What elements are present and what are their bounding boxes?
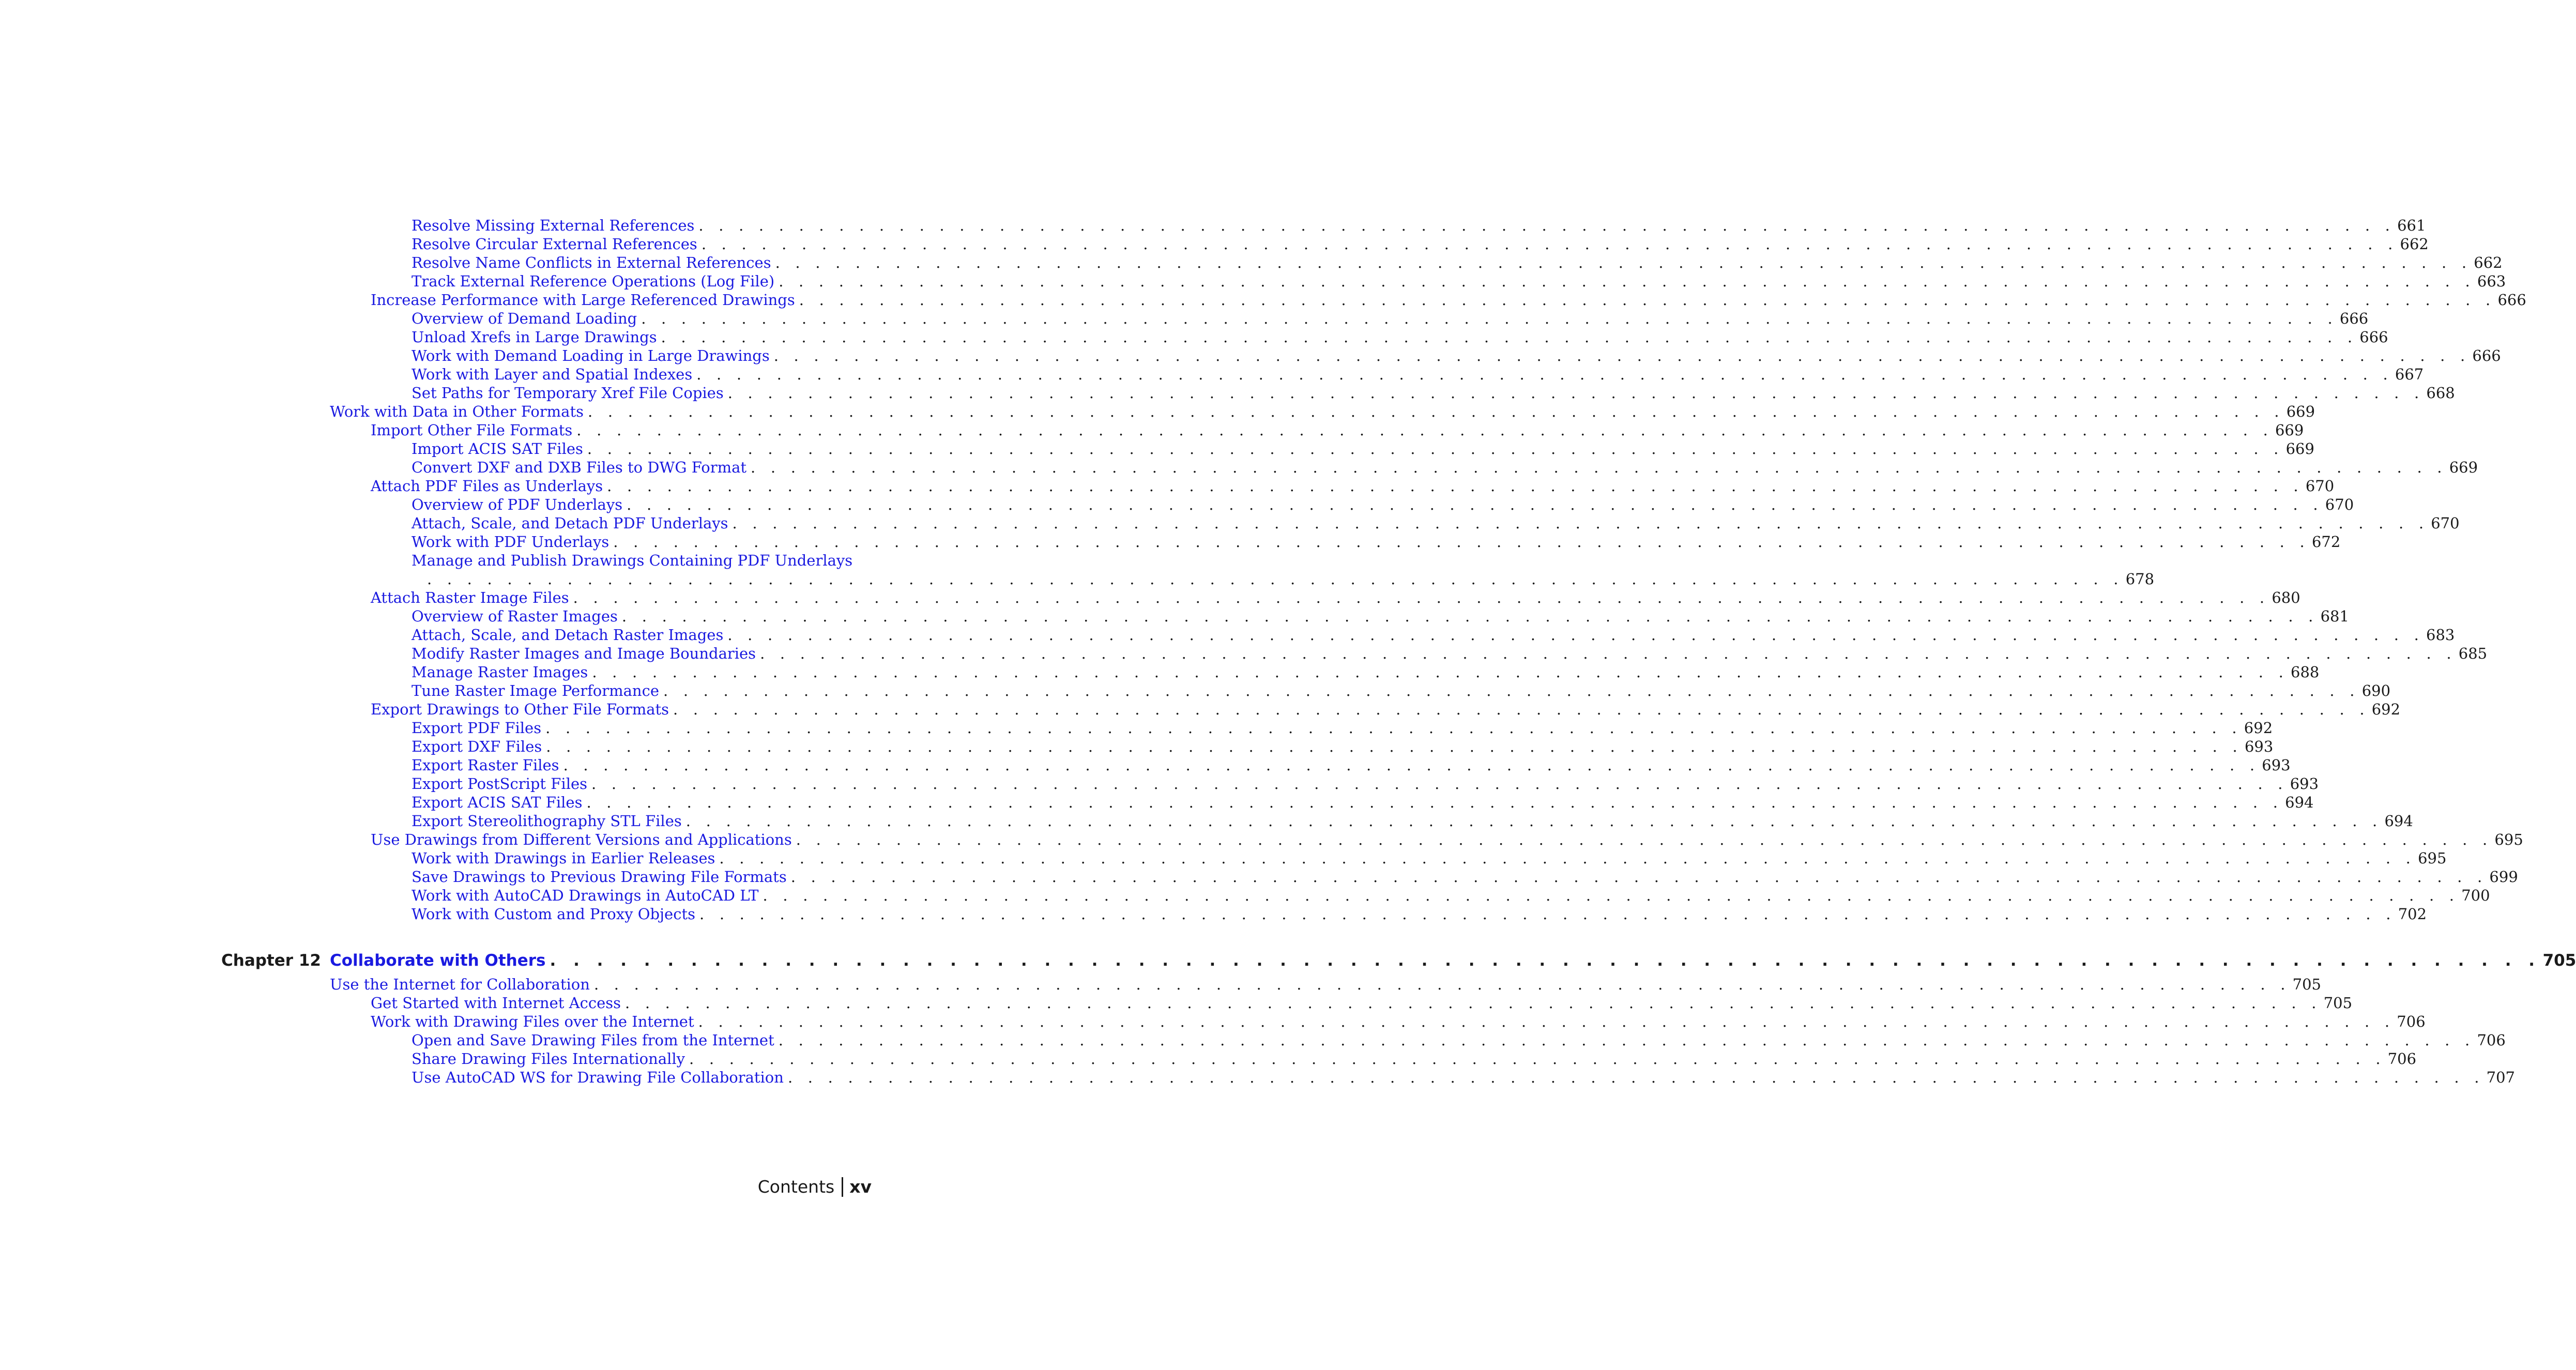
toc-entry[interactable] [411,774,2319,793]
toc-entry[interactable] [411,346,2501,365]
toc-page-number: 707 [2486,1069,2515,1086]
toc-page-number: 669 [2449,459,2478,476]
toc-page-number: 694 [2384,812,2413,830]
dot-leader: . . . . . . . . . . . . . . . . . . . . . . . . . . . . . . . . . . . . . . . . . . . . . . . . . . . . . . . . . . . . . . . . . . . . . . . . . . . . . . . . . . . . . [685,812,2383,830]
toc-page-number: 695 [2418,849,2447,867]
toc-entry-title: Work with Custom and Proxy Objects [411,905,695,923]
toc-entry-title: Get Started with Internet Access [371,994,621,1012]
toc-page-number: 678 [2125,570,2155,588]
toc-entry[interactable] [411,905,2427,923]
footer-section: Contents [757,1177,835,1197]
toc-entry-title: Attach, Scale, and Detach Raster Images [411,626,724,644]
dot-leader: . . . . . . . . . . . . . . . . . . . . . . . . . . . . . . . . . . . . . . . . . . . . . . . . . . . . . . . . . . . . . . . . . . . . . . . . . . . . . . . . . . . . . [698,1013,2395,1030]
toc-entry-title: Unload Xrefs in Large Drawings [411,328,657,346]
toc-entry[interactable] [411,253,2503,272]
toc-entry-title: Overview of PDF Underlays [411,496,623,513]
toc-page-number: 666 [2472,347,2501,364]
toc-entry-wrapped-title[interactable]: Manage and Publish Drawings Containing PDF Underlays [411,552,853,569]
dot-leader: . . . . . . . . . . . . . . . . . . . . . . . . . . . . . . . . . . . . . . . . . . . . . . . . . . . . . . . . . . . . . . . . . . . . . . . . . . . . . . . . . . . . . [696,366,2393,383]
toc-entry-title: Resolve Missing External References [411,217,695,234]
toc-entry[interactable] [411,681,2391,700]
dot-leader: . . . . . . . . . . . . . . . . . . . . . . . . . . . . . . . . . . . . . . . . . . . . . . . . . . . . . . . . . . . . . . . . . . . . . . . . . . . . . . . . . . . . . [796,831,2493,848]
dot-leader: . . . . . . . . . . . . . . . . . . . . . . . . . . . . . . . . . . . . . . . . . . . . . . . . . . . . . . . . . . . . . . . . . . . . . . . . . . . . . . . . . . . . . [698,217,2396,234]
toc-page-number: 702 [2398,905,2427,923]
toc-page-number: 693 [2290,775,2319,793]
dot-leader: . . . . . . . . . . . . . . . . . . . . . . . . . . . . . . . . . . . . . . . . . . . . . . . . . . . . . . . . . . . . . . . . . . . . . . . . . . . . . . . . . . . . . [727,626,2425,644]
toc-page-number: 669 [2275,421,2304,439]
toc-entry[interactable] [411,365,2424,384]
toc-entry-title: Attach PDF Files as Underlays [371,477,603,495]
toc-page-number: 692 [2371,701,2401,718]
dot-leader: . . . . . . . . . . . . . . . . . . . . . . . . . . . . . . . . . . . . . . . . . . . . . . . . . . . . . . . . . . . . . . . . . . . . . . . . . . . . . . . . . . . . . [673,701,2370,718]
toc-entry[interactable] [371,700,2401,719]
toc-page-number: 705 [2292,976,2321,993]
toc-page-number: 693 [2262,756,2291,774]
dot-leader: . . . . . . . . . . . . . . . . . . . . . . . . . . . . . . . . . . . . . . . . . . . . . . . . . . . . . . . . . . . . . . . . . . . . . . . . . . . . . . . . . . . . . [778,1031,2475,1049]
toc-entry[interactable] [411,812,2413,830]
toc-entry-title: Export Drawings to Other File Formats [371,701,669,718]
toc-page-number: 690 [2361,682,2391,699]
toc-entry[interactable] [411,532,2341,551]
toc-entry-title: Export PostScript Files [411,775,588,793]
dot-leader: . . . . . . . . . . . . . . . . . . . . . . . . . . . . . . . . . . . . . . . . . . . . . . . . . . . . . . . . . . . . . . . . . . . . . . . . . . . . . . . . . . . . . [727,384,2425,402]
toc-entry[interactable] [411,737,2274,756]
dot-leader: . . . . . . . . . . . . . . . . . . . . . . . . . . . . . . . . . . . . . . . . . . . . . . . . . . . . . . . . . . . . . . . . . . . . . . . . . . . . . . . . . . . . . [563,756,2260,774]
toc-entry[interactable] [411,756,2291,774]
toc-page-number: 706 [2477,1031,2506,1049]
toc-entry-title: Use the Internet for Collaboration [330,976,590,993]
dot-leader: . . . . . . . . . . . . . . . . . . . . . . . . . . . . . . . . . . . . . . . . . . . . . . . . . . . . . . . . . . . . . . . . . . . . . . . . . . . . . . . . . . . . . [545,719,2242,737]
toc-entry[interactable] [411,514,2460,532]
toc-entry-title: Export DXF Files [411,738,542,755]
dot-leader: . . . . . . . . . . . . . . . . . . . . . . . . . . . . . . . . . . . . . . . . . . . . . . . . . . . . . . . . . . . . . . . . . . . . . . . . . . . . . . . . . . . . . [699,905,2396,923]
toc-entry[interactable] [411,867,2518,886]
toc-page-number: 706 [2397,1013,2426,1030]
toc-entry[interactable] [371,421,2304,439]
dot-leader: . . . . . . . . . . . . . . . . . . . . . . . . . . . . . . . . . . . . . . . . . . . . . . . . . . . . . . . . . . . . . . . . . . . . . . . . . . . . . . . . . . . . . [591,775,2288,793]
toc-page-number: 669 [2285,440,2314,458]
dot-leader: . . . . . . . . . . . . . . . . . . . . . . . . . . . . . . . . . . . . . . . . . . . . . . . . . . . . . . . . . . . . . . . . . . . . . . . . . . . . . . . . . . . . . [751,459,2447,476]
toc-entry[interactable] [411,328,2388,346]
toc-entry-title: Export ACIS SAT Files [411,794,583,811]
toc-page-number: 700 [2461,887,2490,904]
dot-leader: . . . . . . . . . . . . . . . . . . . . . . . . . . . . . . . . . . . . . . . . . . . . . . . . . . . . . . . . . . . . . . . . . . . . . . . . . . . . . . . . . . . . . [732,514,2429,532]
dot-leader: . . . . . . . . . . . . . . . . . . . . . . . . . . . . . . . . . . . . . . . . . . . . . . . . . . . . . . . . . . . . . . . . . . . . . . . . . . . . . . . . . . . . . [593,976,2291,993]
toc-entry-title: Use AutoCAD WS for Drawing File Collaboration [411,1069,784,1086]
toc-page-number: 666 [2339,310,2369,327]
toc-entry-title: Increase Performance with Large Referenced Drawings [371,291,795,309]
toc-entry[interactable] [411,644,2488,663]
toc-entry[interactable] [411,439,2314,458]
toc-entry[interactable] [371,477,2335,495]
dot-leader: . . . . . . . . . . . . . . . . . . . . . . . . . . . . . . . . . . . . . . . . . . . . . . . . . . . . . . . . . . . . . . . . . . . . . . . . . . . . . . . . . . . . . [550,951,2541,970]
toc-page-number: 685 [2458,645,2488,662]
toc-page-number: 662 [2400,235,2429,253]
page-footer [758,1176,872,1198]
toc-page-number: 666 [2497,291,2526,309]
toc-entry-title: Open and Save Drawing Files from the Internet [411,1031,774,1049]
toc-entry-title: Export PDF Files [411,719,542,737]
toc-entry[interactable] [411,1068,2515,1087]
toc-entry[interactable] [411,626,2455,644]
toc-entry-title: Work with Drawing Files over the Internet [371,1013,694,1030]
toc-page-number: 694 [2285,794,2314,811]
chapter-entry[interactable] [330,949,2576,972]
toc-entry-wrapped-leader [427,570,2155,588]
toc-entry[interactable] [411,1031,2506,1049]
toc-entry-title: Attach, Scale, and Detach PDF Underlays [411,514,728,532]
toc-entry[interactable] [371,830,2523,849]
dot-leader: . . . . . . . . . . . . . . . . . . . . . . . . . . . . . . . . . . . . . . . . . . . . . . . . . . . . . . . . . . . . . . . . . . . . . . . . . . . . . . . . . . . . . [627,496,2323,513]
toc-page-number: 695 [2494,831,2523,848]
chapter-page-number: 705 [2542,951,2576,970]
dot-leader: . . . . . . . . . . . . . . . . . . . . . . . . . . . . . . . . . . . . . . . . . . . . . . . . . . . . . . . . . . . . . . . . . . . . . . . . . . . . . . . . . . . . . [790,868,2488,886]
toc-page-number: 672 [2311,533,2341,551]
toc-entry-title: Export Raster Files [411,756,559,774]
toc-entry[interactable] [411,384,2455,402]
toc-entry[interactable] [371,588,2300,607]
toc-entry[interactable] [411,458,2478,477]
toc-entry-title: Set Paths for Temporary Xref File Copies [411,384,724,402]
toc-page-number: 705 [2323,994,2353,1012]
chapter-label: Chapter 12 [221,951,321,970]
toc-entry[interactable] [371,1012,2426,1031]
page-folio: xv [849,1177,872,1197]
toc-page-number: 668 [2426,384,2455,402]
toc-page-number: 699 [2489,868,2518,886]
dot-leader: . . . . . . . . . . . . . . . . . . . . . . . . . . . . . . . . . . . . . . . . . . . . . . . . . . . . . . . . . . . . . . . . . . . . . . . . . . . . . . . . . . . . . [775,254,2472,271]
dot-leader: . . . . . . . . . . . . . . . . . . . . . . . . . . . . . . . . . . . . . . . . . . . . . . . . . . . . . . . . . . . . . . . . . . . . . . . . . . . . . . . . . . . . . [613,533,2310,551]
toc-entry-title: Manage Raster Images [411,663,588,681]
toc-page-number: 688 [2291,663,2320,681]
toc-entry[interactable] [371,291,2526,309]
dot-leader: . . . . . . . . . . . . . . . . . . . . . . . . . . . . . . . . . . . . . . . . . . . . . . . . . . . . . . . . . . . . . . . . . . . . . . . . . . . . . . . . . . . . . [625,994,2322,1012]
toc-entry-title: Work with Drawings in Earlier Releases [411,849,715,867]
toc-entry[interactable] [411,663,2320,681]
dot-leader: . . . . . . . . . . . . . . . . . . . . . . . . . . . . . . . . . . . . . . . . . . . . . . . . . . . . . . . . . . . . . . . . . . . . . . . . . . . . . . . . . . . . . [701,235,2398,253]
toc-entry-title: Resolve Circular External References [411,235,697,253]
toc-entry-title: Overview of Demand Loading [411,310,637,327]
toc-entry-title: Convert DXF and DXB Files to DWG Format [411,459,747,476]
toc-page-number: 683 [2426,626,2455,644]
toc-page-number: 692 [2244,719,2273,737]
toc-page-number: 693 [2244,738,2274,755]
toc-entry-title: Work with PDF Underlays [411,533,609,551]
toc-entry[interactable] [411,793,2314,812]
toc-page-number: 669 [2286,403,2315,420]
dot-leader: . . . . . . . . . . . . . . . . . . . . . . . . . . . . . . . . . . . . . . . . . . . . . . . . . . . . . . . . . . . . . . . . . . . . . . . . . . . . . . . . . . . . . [763,887,2460,904]
dot-leader: . . . . . . . . . . . . . . . . . . . . . . . . . . . . . . . . . . . . . . . . . . . . . . . . . . . . . . . . . . . . . . . . . . . . . . . . . . . . . . . . . . . . . [586,794,2283,811]
toc-page-number: 663 [2477,272,2506,290]
toc-entry[interactable] [371,994,2353,1012]
footer-separator [842,1177,843,1197]
toc-page-number: 706 [2387,1050,2417,1068]
toc-page-number: 661 [2397,217,2426,234]
dot-leader: . . . . . . . . . . . . . . . . . . . . . . . . . . . . . . . . . . . . . . . . . . . . . . . . . . . . . . . . . . . . . . . . . . . . . . . . . . . . . . . . . . . . . [592,663,2289,681]
toc-entry[interactable] [411,495,2354,514]
toc-entry-title: Work with Demand Loading in Large Drawings [411,347,770,364]
toc-entry[interactable] [330,975,2321,994]
toc-entry-title: Attach Raster Image Files [371,589,569,606]
toc-entry[interactable] [330,402,2315,421]
toc-entry-title: Track External Reference Operations (Log File) [411,272,775,290]
toc-page-number: 666 [2359,328,2388,346]
toc-entry-title: Tune Raster Image Performance [411,682,659,699]
toc-entry-title: Share Drawing Files Internationally [411,1050,685,1068]
toc-entry[interactable] [411,235,2429,253]
dot-leader: . . . . . . . . . . . . . . . . . . . . . . . . . . . . . . . . . . . . . . . . . . . . . . . . . . . . . . . . . . . . . . . . . . . . . . . . . . . . . . . . . . . . . [719,849,2416,867]
toc-entry[interactable] [411,886,2490,905]
dot-leader: . . . . . . . . . . . . . . . . . . . . . . . . . . . . . . . . . . . . . . . . . . . . . . . . . . . . . . . . . . . . . . . . . . . . . . . . . . . . . . . . . . . . . [576,421,2273,439]
dot-leader: . . . . . . . . . . . . . . . . . . . . . . . . . . . . . . . . . . . . . . . . . . . . . . . . . . . . . . . . . . . . . . . . . . . . . . . . . . . . . . . . . . . . . [663,682,2360,699]
toc-entry-title: Import ACIS SAT Files [411,440,583,458]
dot-leader: . . . . . . . . . . . . . . . . . . . . . . . . . . . . . . . . . . . . . . . . . . . . . . . . . . . . . . . . . . . . . . . . . . . . . . . . . . . . . . . . . . . . . [787,1069,2484,1086]
toc-page-number: 662 [2474,254,2503,271]
dot-leader: . . . . . . . . . . . . . . . . . . . . . . . . . . . . . . . . . . . . . . . . . . . . . . . . . . . . . . . . . . . . . . . . . . . . . . . . . . . . . . . . . . . . . [546,738,2243,755]
dot-leader: . . . . . . . . . . . . . . . . . . . . . . . . . . . . . . . . . . . . . . . . . . . . . . . . . . . . . . . . . . . . . . . . . . . . . . . . . . . . . . . . . . . . . [773,347,2471,364]
dot-leader: . . . . . . . . . . . . . . . . . . . . . . . . . . . . . . . . . . . . . . . . . . . . . . . . . . . . . . . . . . . . . . . . . . . . . . . . . . . . . . . . . . . . . [573,589,2270,606]
toc-entry-title: Work with AutoCAD Drawings in AutoCAD LT [411,887,759,904]
dot-leader: . . . . . . . . . . . . . . . . . . . . . . . . . . . . . . . . . . . . . . . . . . . . . . . . . . . . . . . . . . . . . . . . . . . . . . . . . . . . . . . . . . . . . [587,440,2284,458]
toc-entry-title: Export Stereolithography STL Files [411,812,682,830]
dot-leader: . . . . . . . . . . . . . . . . . . . . . . . . . . . . . . . . . . . . . . . . . . . . . . . . . . . . . . . . . . . . . . . . . . . . . . . . . . . . . . . . . . . . . [607,477,2304,495]
toc-page-number: 681 [2320,607,2349,625]
toc-entry-title: Overview of Raster Images [411,607,618,625]
dot-leader: . . . . . . . . . . . . . . . . . . . . . . . . . . . . . . . . . . . . . . . . . . . . . . . . . . . . . . . . . . . . . . . . . . . . . . . . . . . . . . . . . . . . . [689,1050,2386,1068]
toc-entry-title: Work with Layer and Spatial Indexes [411,366,693,383]
toc-entry-title: Work with Data in Other Formats [330,403,584,420]
toc-entry[interactable] [411,272,2506,291]
dot-leader: . . . . . . . . . . . . . . . . . . . . . . . . . . . . . . . . . . . . . . . . . . . . . . . . . . . . . . . . . . . . . . . . . . . . . . . . . . . . . . . . . . . . . [621,607,2319,625]
dot-leader: . . . . . . . . . . . . . . . . . . . . . . . . . . . . . . . . . . . . . . . . . . . . . . . . . . . . . . . . . . . . . . . . . . . . . . . . . . . . . . . . . . . . . [641,310,2338,327]
toc-entry[interactable] [411,309,2369,328]
toc-page-number: 670 [2431,514,2460,532]
toc-entry-title: Resolve Name Conflicts in External References [411,254,771,271]
dot-leader: . . . . . . . . . . . . . . . . . . . . . . . . . . . . . . . . . . . . . . . . . . . . . . . . . . . . . . . . . . . . . . . . . . . . . . . . . . . . . . . . . . . . . [661,328,2358,346]
dot-leader: . . . . . . . . . . . . . . . . . . . . . . . . . . . . . . . . . . . . . . . . . . . . . . . . . . . . . . . . . . . . . . . . . . . . . . . . . . . . . . . . . . . . . [427,570,2124,588]
dot-leader: . . . . . . . . . . . . . . . . . . . . . . . . . . . . . . . . . . . . . . . . . . . . . . . . . . . . . . . . . . . . . . . . . . . . . . . . . . . . . . . . . . . . . [779,272,2475,290]
dot-leader: . . . . . . . . . . . . . . . . . . . . . . . . . . . . . . . . . . . . . . . . . . . . . . . . . . . . . . . . . . . . . . . . . . . . . . . . . . . . . . . . . . . . . [588,403,2284,420]
toc-page-number: 670 [2325,496,2354,513]
toc-entry[interactable] [411,216,2426,235]
toc-entry-title: Use Drawings from Different Versions and Applications [371,831,792,848]
toc-entry[interactable] [411,1049,2417,1068]
toc-entry-title: Import Other File Formats [371,421,573,439]
toc-entry[interactable] [411,849,2447,867]
toc-page-number: 667 [2395,366,2424,383]
toc-entry-title: Save Drawings to Previous Drawing File Formats [411,868,787,886]
toc-page-number: 670 [2305,477,2335,495]
toc-entry[interactable] [411,719,2273,737]
dot-leader: . . . . . . . . . . . . . . . . . . . . . . . . . . . . . . . . . . . . . . . . . . . . . . . . . . . . . . . . . . . . . . . . . . . . . . . . . . . . . . . . . . . . . [799,291,2496,309]
toc-entry[interactable] [411,607,2349,626]
toc-page-number: 680 [2272,589,2300,606]
toc-entry-title: Modify Raster Images and Image Boundaries [411,645,756,662]
dot-leader: . . . . . . . . . . . . . . . . . . . . . . . . . . . . . . . . . . . . . . . . . . . . . . . . . . . . . . . . . . . . . . . . . . . . . . . . . . . . . . . . . . . . . [760,645,2457,662]
chapter-title: Collaborate with Others [330,951,546,970]
